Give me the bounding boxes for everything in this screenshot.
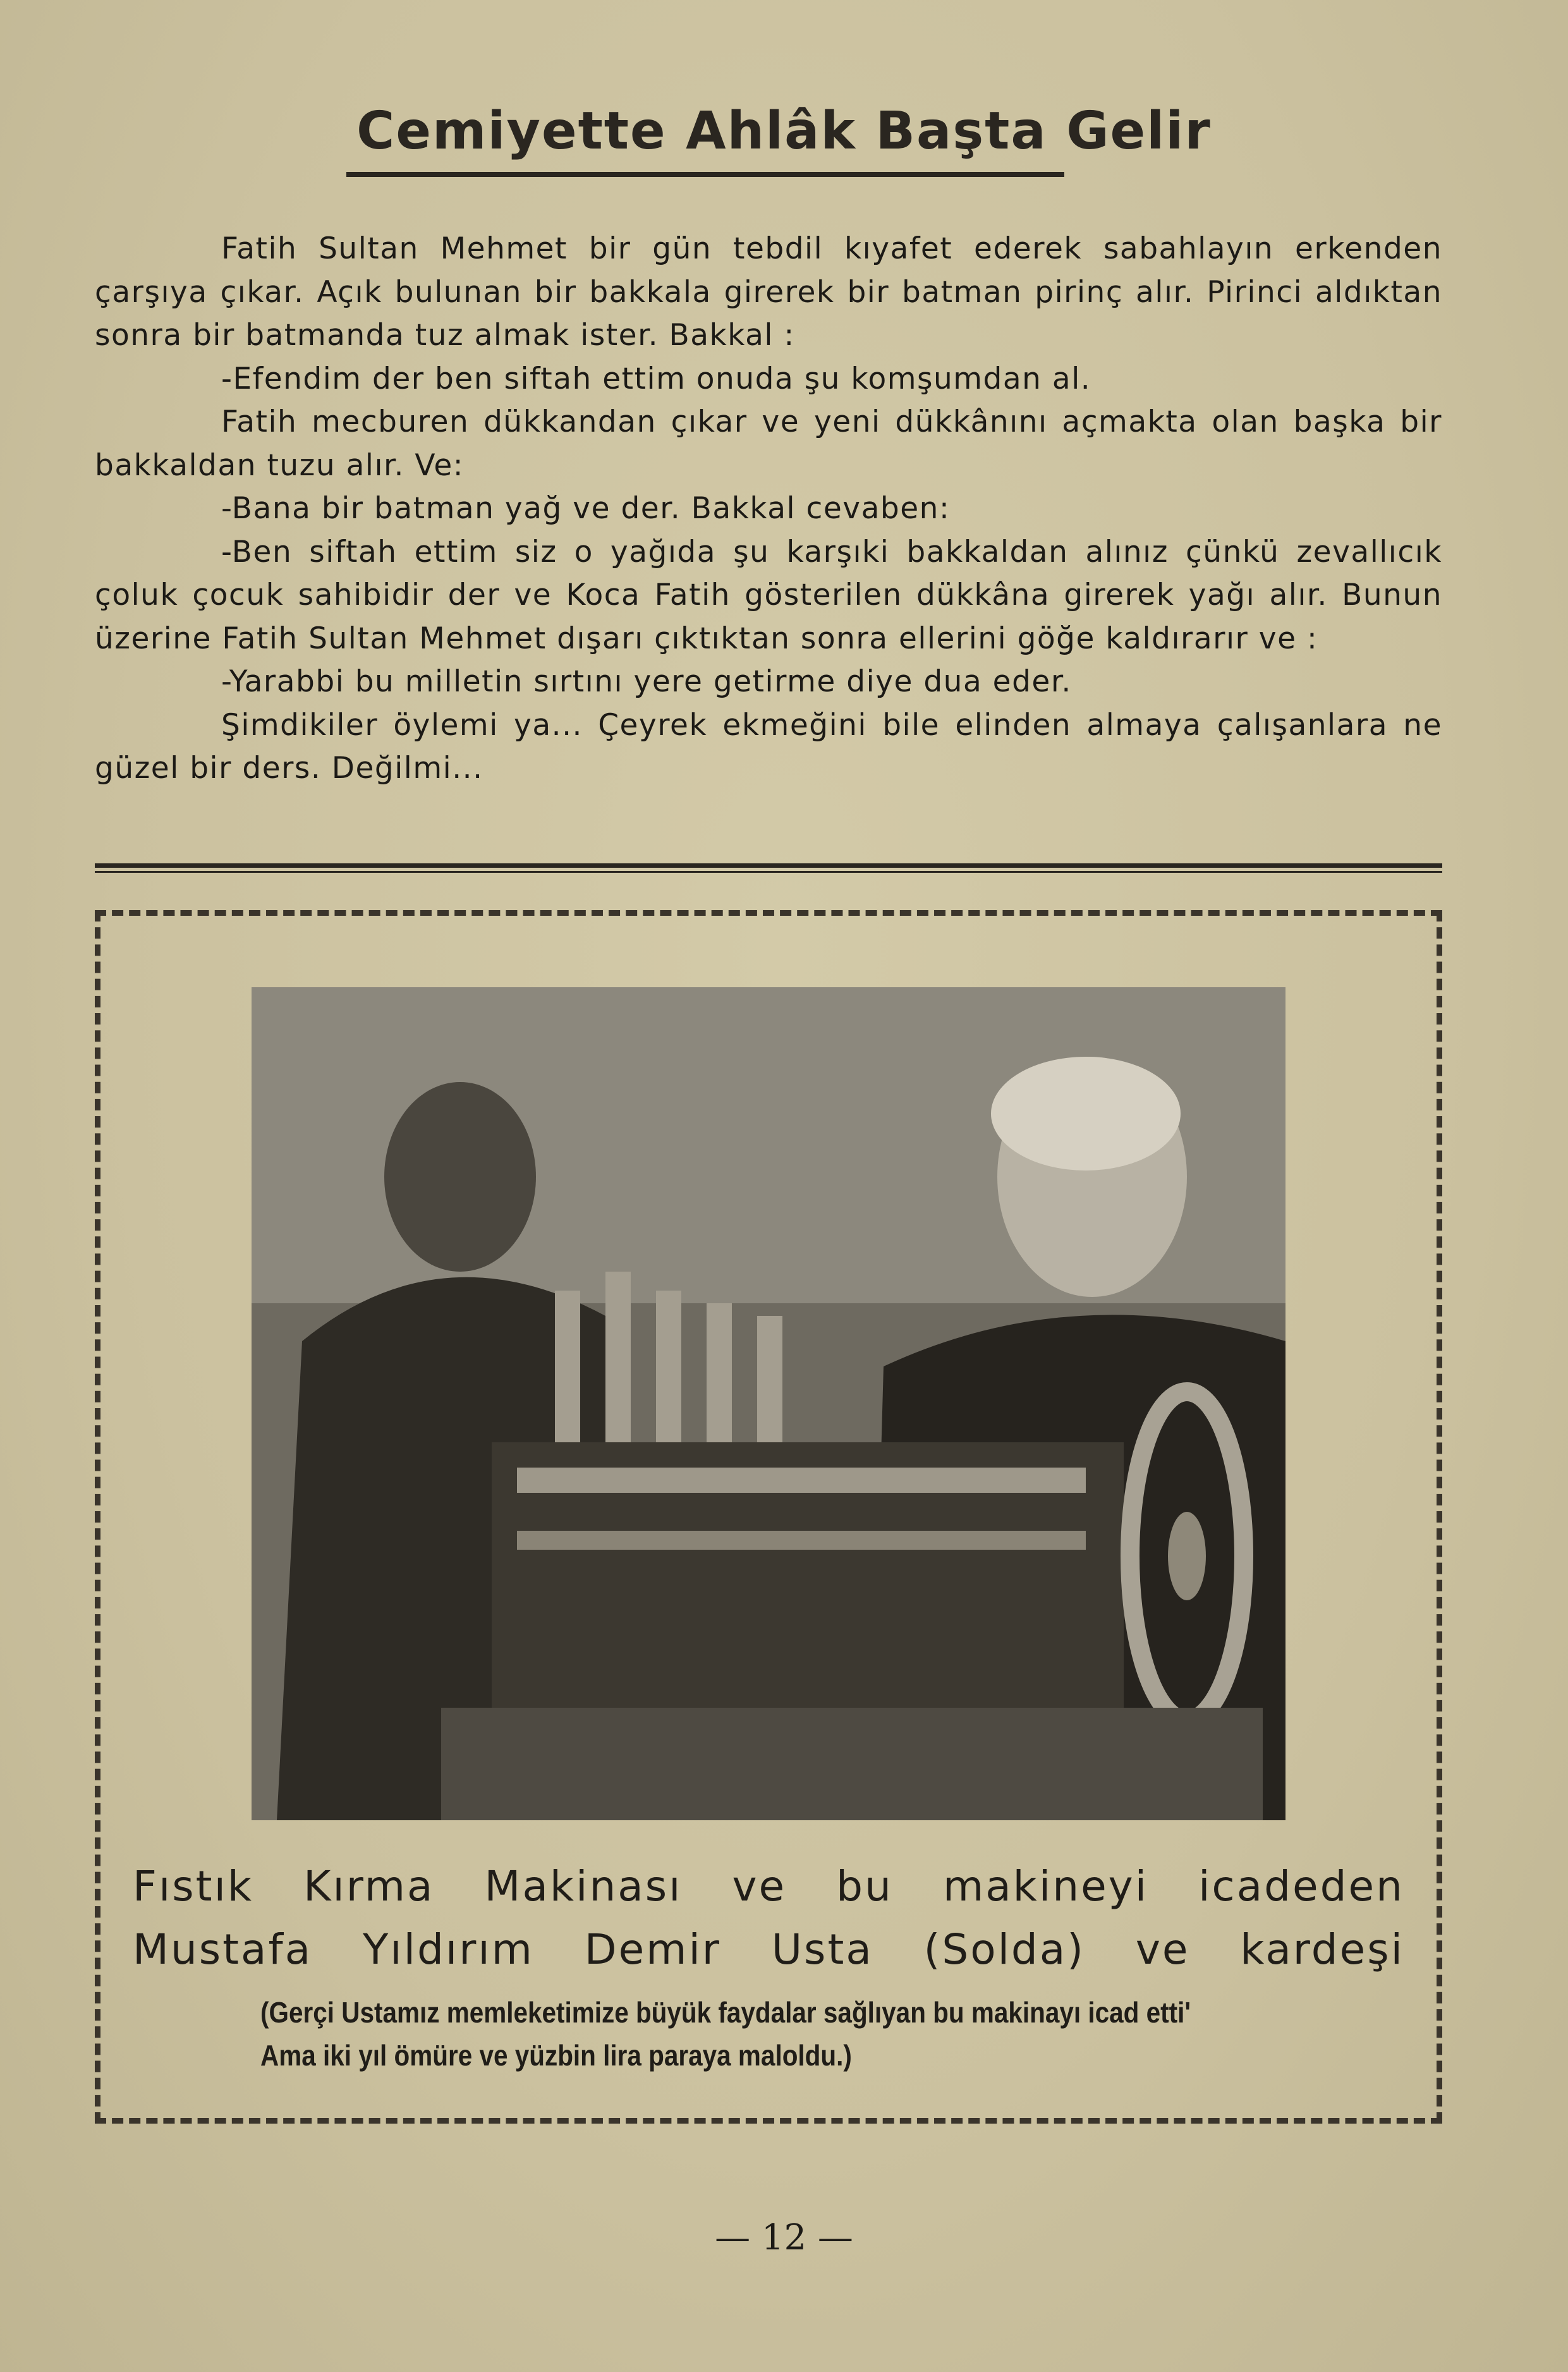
section-divider — [95, 863, 1442, 873]
paragraph: -Efendim der ben siftah ettim onuda şu komşumdan al. — [221, 361, 1091, 396]
photo-caption — [133, 1855, 1404, 1981]
page-title: Cemiyette Ahlâk Başta Gelir — [356, 101, 1212, 161]
page-number: — 12 — — [715, 2217, 853, 2258]
paragraph: Fatih mecburen dükkandan çıkar ve yeni dükkânını açmakta olan başka bir bakkaldan tuzu alır. Ve: — [95, 404, 1442, 483]
photograph — [252, 987, 1285, 1820]
caption-line: Fıstık Kırma Makinası ve bu makineyi icadeden — [133, 1862, 1404, 1911]
note-line: Ama iki yıl ömüre ve yüzbin lira paraya maloldu.) — [260, 2039, 852, 2072]
paragraph: Şimdikiler öylemi ya... Çeyrek ekmeğini bile elinden almaya çalışanlara ne güzel bir ders. Değilmi... — [95, 707, 1442, 786]
photo-illustration — [252, 987, 1285, 1820]
caption-line: Mustafa Yıldırım Demir Usta (Solda) ve kardeşi — [133, 1925, 1404, 1974]
caption-note — [260, 1991, 1273, 2077]
title-underline — [346, 172, 1064, 177]
article-body — [95, 228, 1442, 791]
paragraph: Fatih Sultan Mehmet bir gün tebdil kıyafet ederek sabahlayın erkenden çarşıya çıkar. Açık bulunan bir bakkala girerek bir batman pirinç alır. Pirinci aldıktan sonra bir batmanda tuz almak ister. Bakkal : — [95, 231, 1442, 353]
paragraph: -Yarabbi bu milletin sırtını yere getirme diye dua eder. — [221, 664, 1072, 699]
paragraph: -Ben siftah ettim siz o yağıda şu karşıki bakkaldan alınız çünkü zevallıcık çoluk çocuk sahibidir der ve Koca Fatih gösterilen dükkâna girerek yağı alır. Bunun üzerine Fatih Sultan Mehmet dışarı çıktıktan sonra ellerini göğe kaldırarır ve : — [95, 534, 1442, 656]
paragraph: -Bana bir batman yağ ve der. Bakkal cevaben: — [221, 491, 951, 526]
note-line: (Gerçi Ustamız memleketimize büyük faydalar sağlıyan bu makinayı icad etti' — [260, 1996, 1191, 2029]
